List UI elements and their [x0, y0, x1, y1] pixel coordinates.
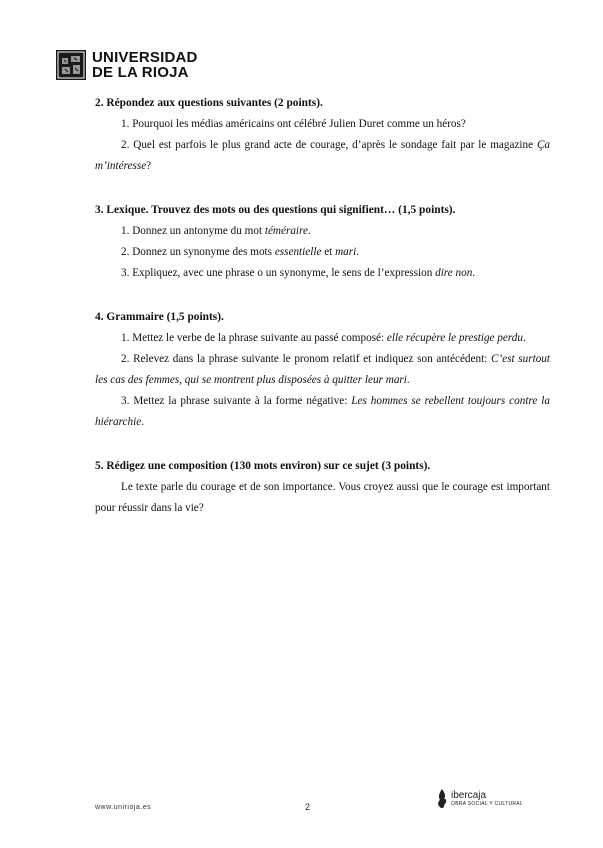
- sponsor-logo: [436, 788, 523, 810]
- question-text: et: [321, 246, 336, 258]
- question-text: Le texte parle du courage et de son importance. Vous croyez aussi que le courage est important pour réussir dans la vie?: [95, 481, 550, 514]
- question-item: [95, 349, 550, 391]
- page-number: 2: [305, 802, 311, 812]
- question-section: [95, 93, 550, 177]
- question-item: [95, 242, 550, 263]
- university-name-line-2: DE LA RIOJA: [92, 64, 189, 81]
- question-text: 1. Donnez un antonyme du mot: [121, 225, 265, 237]
- question-text: 2. Relevez dans la phrase suivante le pronom relatif et indiquez son antécédent:: [121, 353, 491, 365]
- question-text: 2. Donnez un synonyme des mots: [121, 246, 275, 258]
- exam-content: [95, 93, 550, 542]
- question-text: ?: [146, 160, 152, 172]
- question-item: [95, 221, 550, 242]
- question-text: .: [472, 267, 476, 279]
- question-item: [95, 114, 550, 135]
- italic-phrase: elle récupère le prestige perdu: [386, 332, 523, 344]
- question-text: .: [522, 332, 526, 344]
- italic-phrase: mari: [335, 246, 357, 258]
- university-name-line-1: UNIVERSIDAD: [92, 49, 198, 66]
- question-text: 2. Quel est parfois le plus grand acte de courage, d’après le sondage fait par le magazine: [121, 139, 537, 151]
- question-item: [95, 391, 550, 433]
- question-item: [95, 477, 550, 519]
- footer-url: www.unirioja.es: [95, 804, 152, 811]
- question-text: .: [141, 416, 144, 428]
- question-text: .: [356, 246, 360, 258]
- italic-phrase: téméraire: [264, 225, 308, 237]
- section-title: 4. Grammaire (1,5 points).: [95, 311, 224, 323]
- ibercaja-flame-icon: [436, 788, 448, 810]
- university-logo: [56, 50, 198, 80]
- question-text: 3. Mettez la phrase suivante à la forme négative:: [121, 395, 352, 407]
- italic-phrase: essentielle: [274, 246, 322, 258]
- question-item: [95, 263, 550, 284]
- section-title: 3. Lexique. Trouvez des mots ou des questions qui signifient… (1,5 points).: [95, 204, 456, 216]
- section-title: 2. Répondez aux questions suivantes (2 points).: [95, 97, 323, 109]
- question-item: [95, 328, 550, 349]
- question-text: 1. Pourquoi les médias américains ont célébré Julien Duret comme un héros?: [121, 118, 466, 130]
- question-text: 3. Expliquez, avec une phrase o un synonyme, le sens de l’expression: [121, 267, 436, 279]
- sponsor-name: ibercaja: [451, 790, 487, 801]
- question-text: .: [307, 225, 311, 237]
- question-text: 1. Mettez le verbe de la phrase suivante au passé composé:: [121, 332, 387, 344]
- italic-phrase: Ça m’intéresse: [95, 139, 550, 172]
- university-seal-icon: [56, 50, 86, 80]
- university-name: [92, 50, 198, 80]
- question-section: [95, 307, 550, 433]
- section-title: 5. Rédigez une composition (130 mots environ) sur ce sujet (3 points).: [95, 460, 431, 472]
- question-text: .: [406, 374, 410, 386]
- sponsor-tagline: OBRA SOCIAL Y CULTURAL: [451, 801, 523, 807]
- italic-phrase: Les hommes se rebellent toujours contre la hiérarchie: [95, 395, 550, 428]
- question-section: [95, 456, 550, 519]
- italic-phrase: C’est surtout les cas des femmes, qui se montrent plus disposées à quitter leur mari: [95, 353, 550, 386]
- italic-phrase: dire non: [435, 267, 473, 279]
- question-item: [95, 135, 550, 177]
- question-section: [95, 200, 550, 284]
